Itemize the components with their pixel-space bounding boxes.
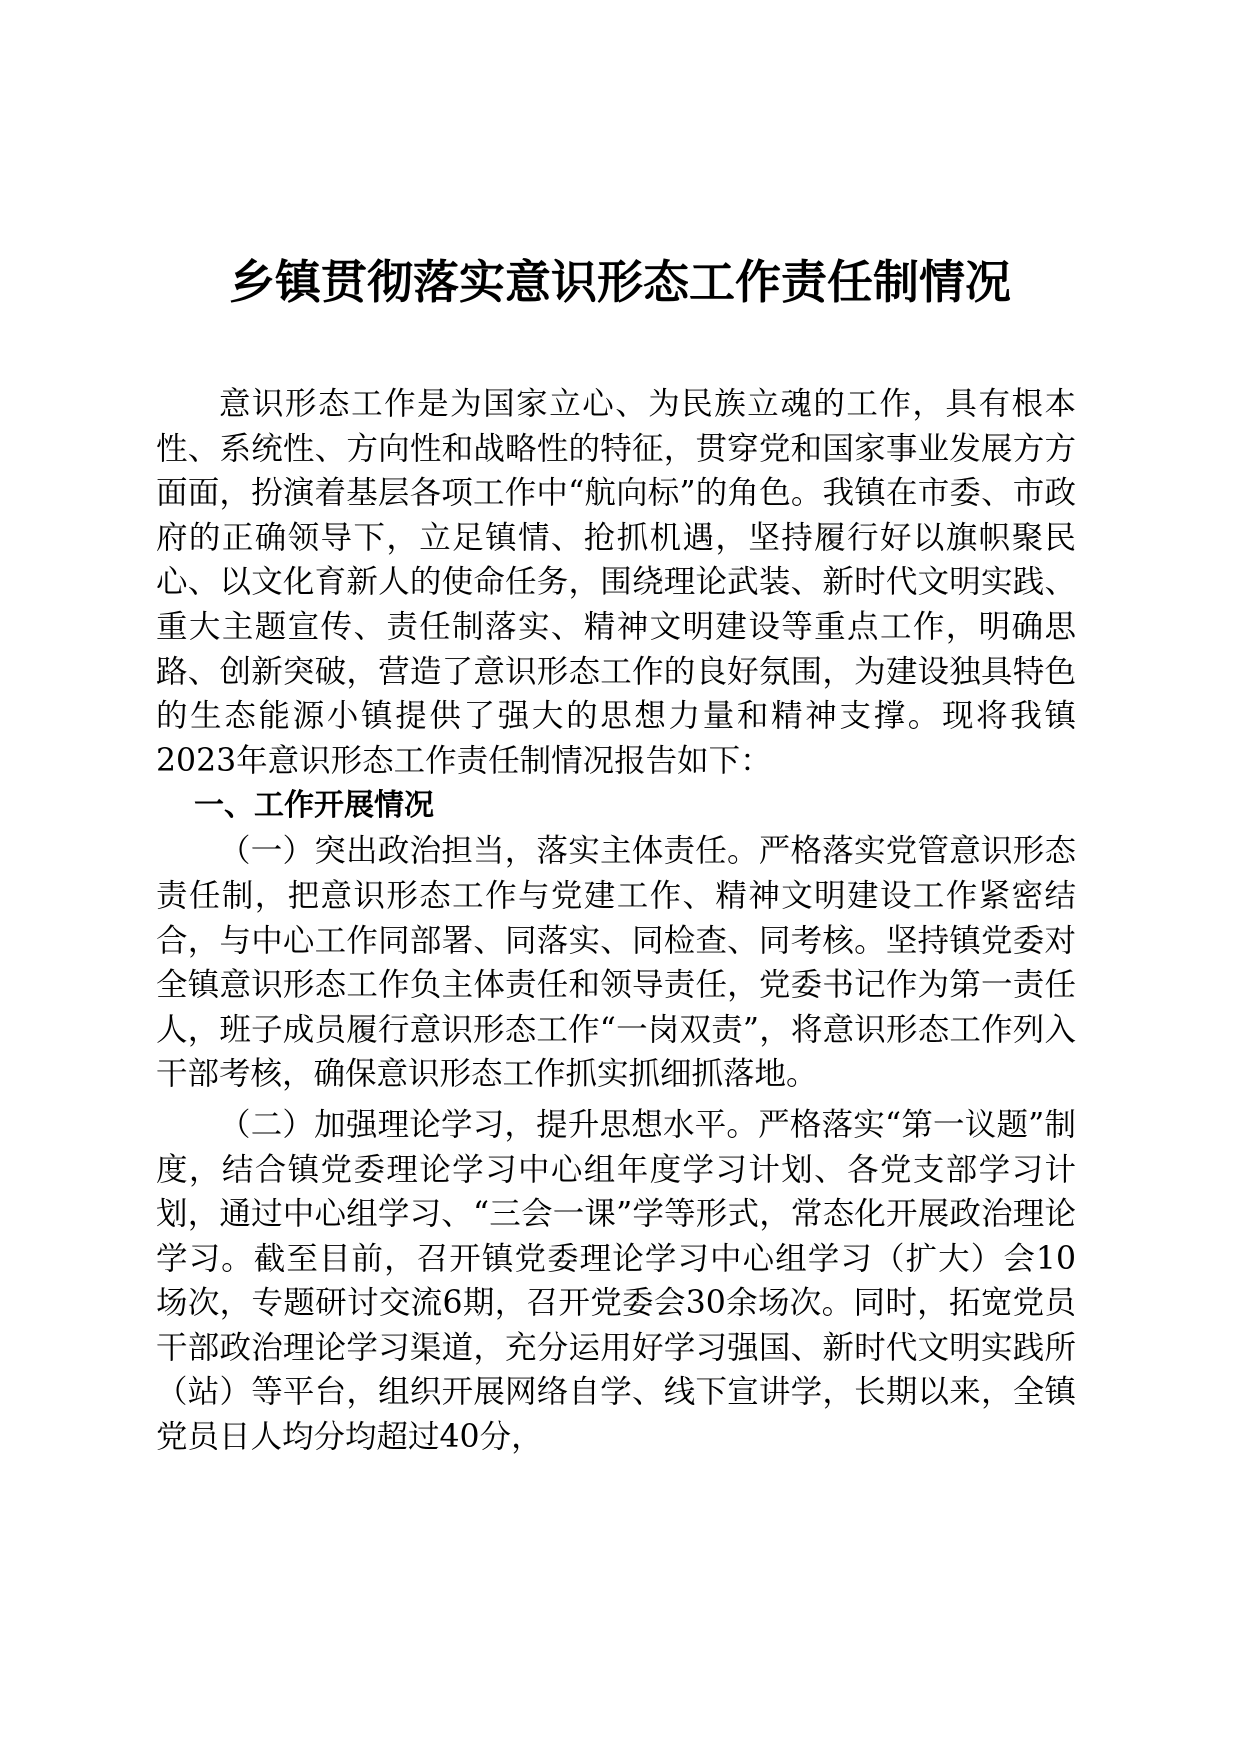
section-heading-1: 一、工作开展情况 <box>194 788 434 824</box>
document-title: 乡镇贯彻落实意识形态工作责任制情况 <box>229 255 1011 309</box>
intro-paragraph: 意识形态工作是为国家立心、为民族立魂的工作，具有根本性、系统性、方向性和战略性的特征，贯穿党和国家事业发展方方面面，扮演着基层各项工作中“航向标”的角色。我镇在市委、市政府的正确领导下，立足镇情、抢抓机遇，坚持履行好以旗帜聚民心、以文化育新人的使命任务，围绕理论武装、新时代文明实践、重大主题宣传、责任制落实、精神文明建设等重点工作，明确思路、创新突破，营造了意识形态工作的良好氛围，为建设独具特色的生态能源小镇提供了强大的思想力量和精神支撑。现将我镇2023年意识形态工作责任制情况报告如下： <box>156 386 1076 779</box>
paragraph-2: （二）加强理论学习，提升思想水平。严格落实“第一议题”制度，结合镇党委理论学习中心组年度学习计划、各党支部学习计划，通过中心组学习、“三会一课”学等形式，常态化开展政治理论学习。截至目前，召开镇党委理论学习中心组学习（扩大）会10场次，专题研讨交流6期，召开党委会30余场次。同时，拓宽党员干部政治理论学习渠道，充分运用好学习强国、新时代文明实践所（站）等平台，组织开展网络自学、线下宣讲学，长期以来，全镇党员日人均分均超过40分， <box>156 1106 1076 1456</box>
paragraph-1: （一）突出政治担当，落实主体责任。严格落实党管意识形态责任制，把意识形态工作与党建工作、精神文明建设工作紧密结合，与中心工作同部署、同落实、同检查、同考核。坚持镇党委对全镇意识形态工作负主体责任和领导责任，党委书记作为第一责任人，班子成员履行意识形态工作“一岗双责”，将意识形态工作列入干部考核，确保意识形态工作抓实抓细抓落地。 <box>156 833 1076 1093</box>
document-body <box>156 382 1076 1460</box>
